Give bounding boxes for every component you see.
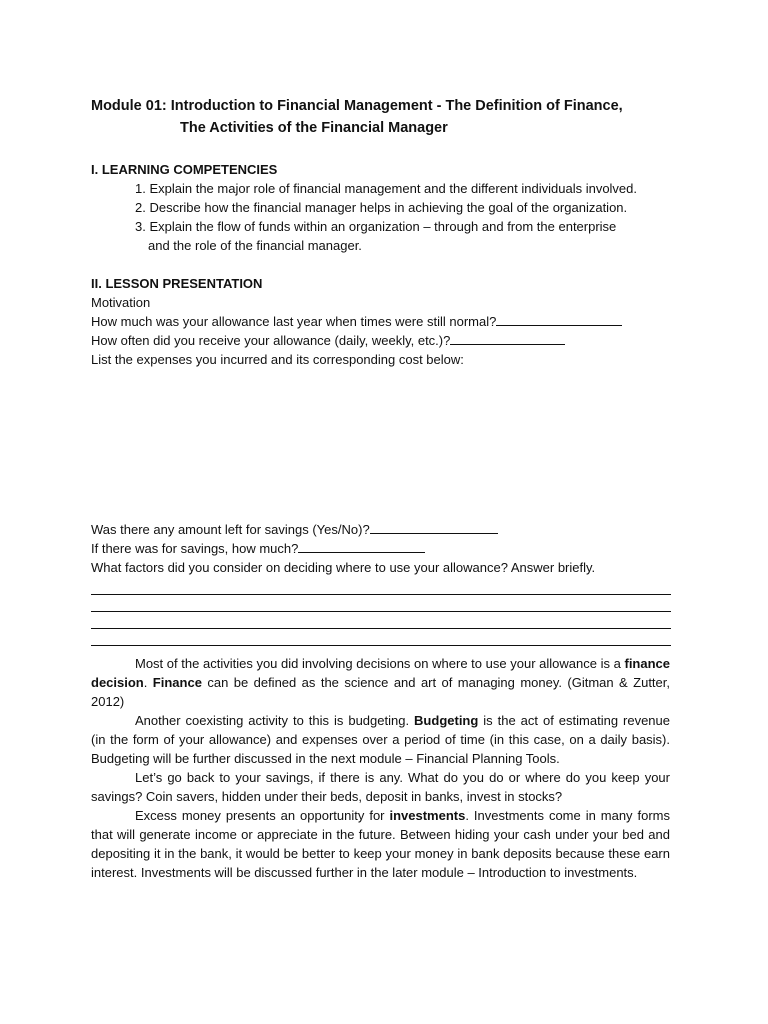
- answer-blank[interactable]: [450, 343, 565, 345]
- question-factors: What factors did you consider on deciding where to use your allowance? Answer briefly.: [91, 560, 596, 575]
- paragraph-finance: Most of the activities you did involving decisions on where to use your allowance is a finance decision. Finance can be defined as the science and art of managing money. (Gitman & Zutter, 2012): [91, 656, 670, 709]
- question-savings: Was there any amount left for savings (Yes/No)?: [91, 520, 672, 539]
- section-heading: I. LEARNING COMPETENCIES: [91, 162, 278, 177]
- competency-item: 2. Describe how the financial manager helps in achieving the goal of the organization.: [135, 200, 628, 215]
- answer-line[interactable]: [91, 594, 671, 595]
- question-how-much: If there was for savings, how much?: [91, 539, 672, 558]
- paragraph-investments: Excess money presents an opportunity for investments. Investments come in many forms that will generate income or appreciate in the future. Between hiding your cash under your bed and depositing it in the bank, it would be better to keep your money in bank deposits because these earn interest. Investments will be discussed further in the later module – Introduction to investments.: [91, 808, 671, 880]
- answer-line[interactable]: [91, 628, 671, 629]
- subheading-motivation: Motivation: [91, 295, 151, 310]
- lesson-presentation-section: [91, 274, 672, 369]
- body-text: [91, 654, 670, 882]
- question-allowance: How much was your allowance last year when times were still normal?: [91, 312, 672, 331]
- module-title: [91, 95, 623, 139]
- answer-line[interactable]: [91, 645, 671, 646]
- title-line-1: Module 01: Introduction to Financial Management - The Definition of Finance,: [91, 98, 623, 114]
- paragraph-savings: Let’s go back to your savings, if there is any. What do you do or where do you keep your savings? Coin savers, hidden under their beds, deposit in banks, invest in stocks?: [91, 770, 670, 804]
- paragraph-budgeting: Another coexisting activity to this is budgeting. Budgeting is the act of estimating revenue (in the form of your allowance) and expenses over a period of time (in this case, on a daily basis). Budgeting will be further discussed in the next module – Financial Planning Tools.: [91, 713, 670, 766]
- section-heading: II. LESSON PRESENTATION: [91, 276, 263, 291]
- instruction-expenses: List the expenses you incurred and its corresponding cost below:: [91, 352, 464, 367]
- title-line-2: The Activities of the Financial Manager: [180, 120, 448, 136]
- competency-item-cont: and the role of the financial manager.: [148, 238, 362, 253]
- competency-item: 1. Explain the major role of financial management and the different individuals involved.: [135, 181, 638, 196]
- answer-blank[interactable]: [496, 324, 622, 326]
- answer-line[interactable]: [91, 611, 671, 612]
- answer-blank[interactable]: [298, 551, 425, 553]
- competency-item: 3. Explain the flow of funds within an organization – through and from the enterprise: [135, 219, 617, 234]
- question-frequency: How often did you receive your allowance (daily, weekly, etc.)?: [91, 331, 672, 350]
- answer-blank[interactable]: [370, 532, 498, 534]
- learning-competencies-section: [91, 160, 672, 255]
- savings-questions: [91, 520, 672, 577]
